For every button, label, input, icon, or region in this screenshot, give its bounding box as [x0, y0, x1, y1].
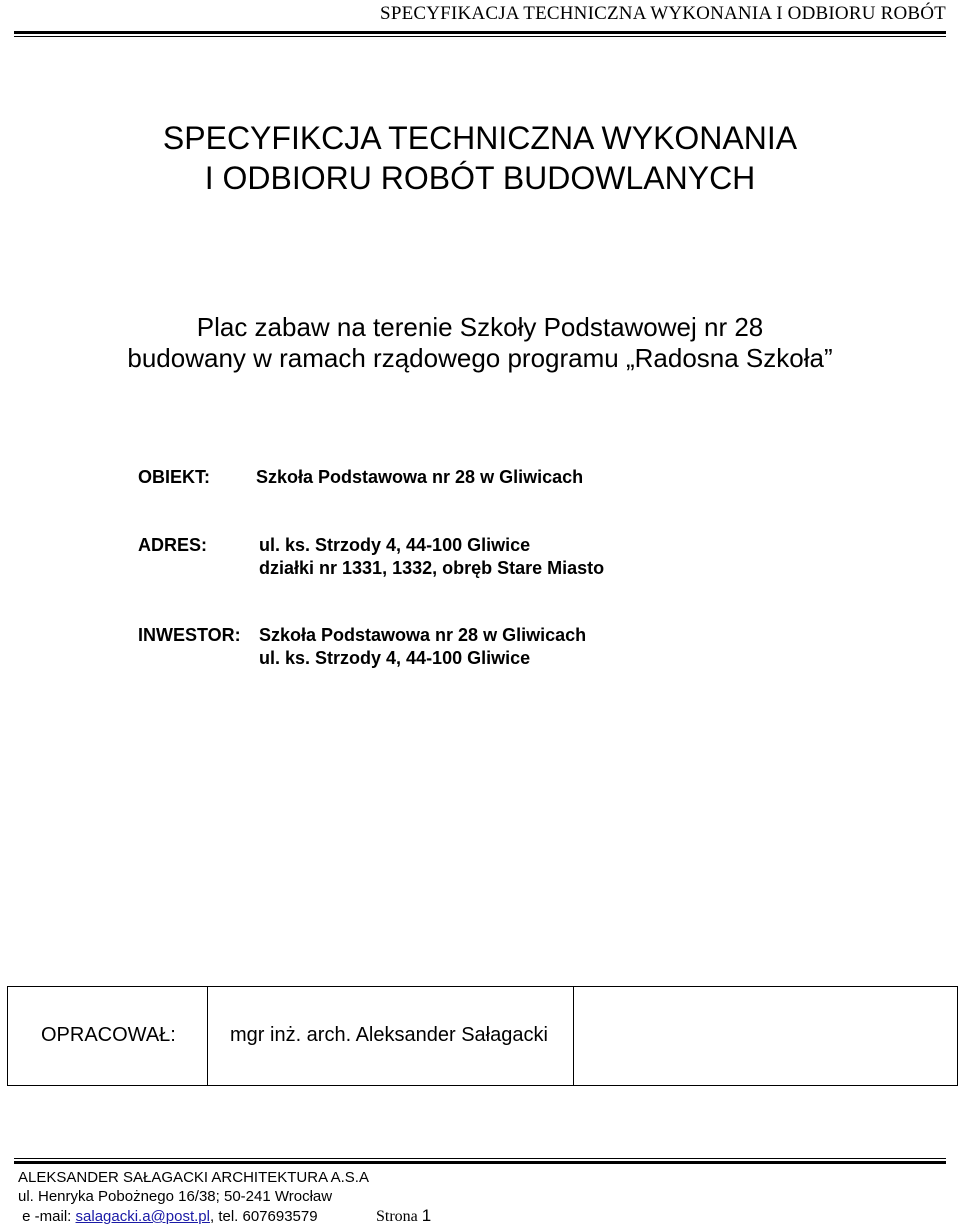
obiekt-value: Szkoła Podstawowa nr 28 w Gliwicach	[256, 467, 584, 487]
obiekt-label: OBIEKT:	[138, 467, 210, 487]
footer-rule-thick	[14, 1161, 946, 1164]
prepared-by-label: OPRACOWAŁ:	[41, 1024, 176, 1046]
inwestor-value	[259, 624, 586, 670]
project-subject-line-1: Plac zabaw na terenie Szkoły Podstawowej nr 28	[196, 312, 764, 342]
adres-value	[259, 534, 604, 580]
page-label: Strona	[376, 1208, 418, 1225]
adres-label: ADRES:	[138, 535, 208, 555]
inwestor-line-1: Szkoła Podstawowa nr 28 w Gliwicach	[259, 625, 587, 645]
footer-address: ul. Henryka Pobożnego 16/38; 50-241 Wrocław	[18, 1188, 333, 1205]
project-subject	[0, 312, 960, 374]
project-subject-line-2: budowany w ramach rządowego programu „Radosna Szkoła”	[127, 343, 833, 373]
header-rule-thick	[14, 31, 946, 34]
prepared-by-table	[7, 986, 958, 1086]
footer-email-prefix: e -mail:	[18, 1208, 76, 1225]
footer-rule-thin	[14, 1158, 946, 1159]
footer-email-link[interactable]: salagacki.a@post.pl	[75, 1208, 210, 1225]
prepared-by-name: mgr inż. arch. Aleksander Sałagacki	[230, 1024, 548, 1046]
header-rule-thin	[14, 36, 946, 37]
adres-line-1: ul. ks. Strzody 4, 44-100 Gliwice	[259, 535, 531, 555]
footer-phone: , tel. 607693579	[209, 1208, 318, 1225]
table-divider-2	[573, 987, 574, 1085]
running-header: SPECYFIKACJA TECHNICZNA WYKONANIA I ODBIORU ROBÓT	[380, 3, 946, 24]
adres-line-2: działki nr 1331, 1332, obręb Stare Miasto	[259, 558, 605, 578]
inwestor-label: INWESTOR:	[138, 625, 241, 645]
document-title-line-2: I ODBIORU ROBÓT BUDOWLANYCH	[204, 160, 756, 196]
table-divider-1	[207, 987, 208, 1085]
footer-company: ALEKSANDER SAŁAGACKI ARCHITEKTURA A.S.A	[18, 1169, 369, 1186]
document-title-line-1: SPECYFIKCJA TECHNICZNA WYKONANIA	[162, 120, 798, 156]
footer-contact	[18, 1207, 318, 1227]
document-title	[0, 118, 960, 198]
page-number	[376, 1206, 431, 1226]
inwestor-line-2: ul. ks. Strzody 4, 44-100 Gliwice	[259, 648, 531, 668]
page-number-value: 1	[421, 1206, 432, 1225]
